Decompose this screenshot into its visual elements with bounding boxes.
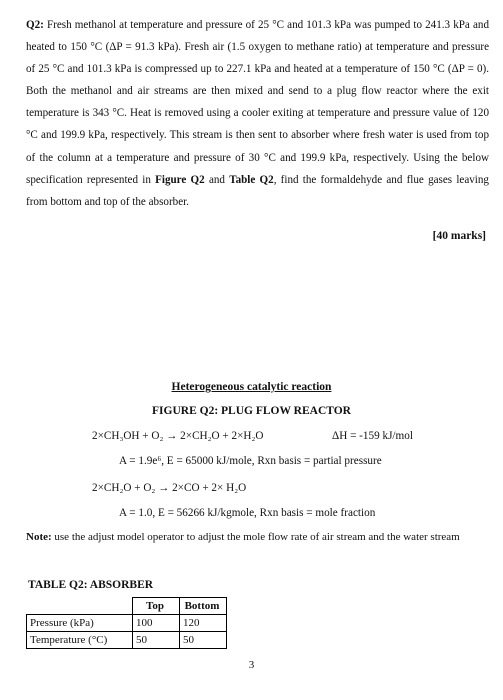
note-text: use the adjust model operator to adjust the mole flow rate of air stream and the water stream: [51, 531, 460, 543]
note-label: Note:: [26, 531, 52, 543]
reaction-2-parameters: A = 1.0, E = 56266 kJ/kgmole, Rxn basis = mole fraction: [119, 507, 376, 519]
cell-bottom: 50: [180, 632, 227, 649]
column-header-bottom: Bottom: [180, 598, 227, 615]
table-row: [27, 632, 227, 649]
cell-top: 50: [133, 632, 180, 649]
table-row: [27, 615, 227, 632]
table-header-row: [27, 598, 227, 615]
cell-bottom: 120: [180, 615, 227, 632]
figure-title: FIGURE Q2: PLUG FLOW REACTOR: [152, 405, 351, 417]
page-number: 3: [248, 659, 255, 671]
absorber-table: [26, 597, 227, 649]
table-title: TABLE Q2: ABSORBER: [28, 579, 154, 591]
marks-label: [40 marks]: [432, 230, 486, 242]
row-label: Pressure (kPa): [27, 615, 133, 632]
note-paragraph: [26, 531, 481, 544]
row-label: Temperature (°C): [27, 632, 133, 649]
question-text-part1: Fresh methanol at temperature and pressure of 25 °C and 101.3 kPa was pumped to 241.3 kPa and heated to 150 °C (ΔP = 91.3 kPa). Fresh air (1.5 oxygen to methane ratio) at temperature and pressure of 25 °C and 101.3 kPa is compressed up to 227.1 kPa and heated at a temperature of 150 °C (ΔP = 0). Both the methanol and air streams are then mixed and send to a plug flow reactor where the exit temperature is 343 °C. Heat is removed using a cooler exiting at temperature and pressure value of 120 °C and 199.9 kPa, respectively. This stream is then sent to absorber where fresh water is used from top of the column at a temperature and pressure of 30 °C and 199.9 kPa, respectively. Using the below specification represented in: [26, 19, 489, 186]
reaction-equation-1: 2×CH₃OH + O₂ → 2×CH₂O + 2×H₂O: [92, 430, 264, 442]
table-reference: Table Q2: [229, 173, 274, 186]
cell-top: 100: [133, 615, 180, 632]
question-text-part2: , find the formaldehyde and flue gases leaving from bottom and top of the absorber.: [26, 173, 489, 208]
table-corner-cell: [27, 598, 133, 615]
reaction-1-parameters: A = 1.9e⁶, E = 65000 kJ/mole, Rxn basis = partial pressure: [119, 455, 382, 467]
question-text-and: and: [204, 173, 230, 186]
reaction-heading: Heterogeneous catalytic reaction: [171, 381, 332, 393]
figure-reference: Figure Q2: [155, 173, 205, 186]
enthalpy-value: ΔH = -159 kJ/mol: [332, 430, 413, 442]
question-label: Q2:: [26, 19, 44, 31]
column-header-top: Top: [133, 598, 180, 615]
question-paragraph: [26, 14, 489, 213]
reaction-equation-2: 2×CH₂O + O₂ → 2×CO + 2× H₂O: [92, 482, 247, 494]
